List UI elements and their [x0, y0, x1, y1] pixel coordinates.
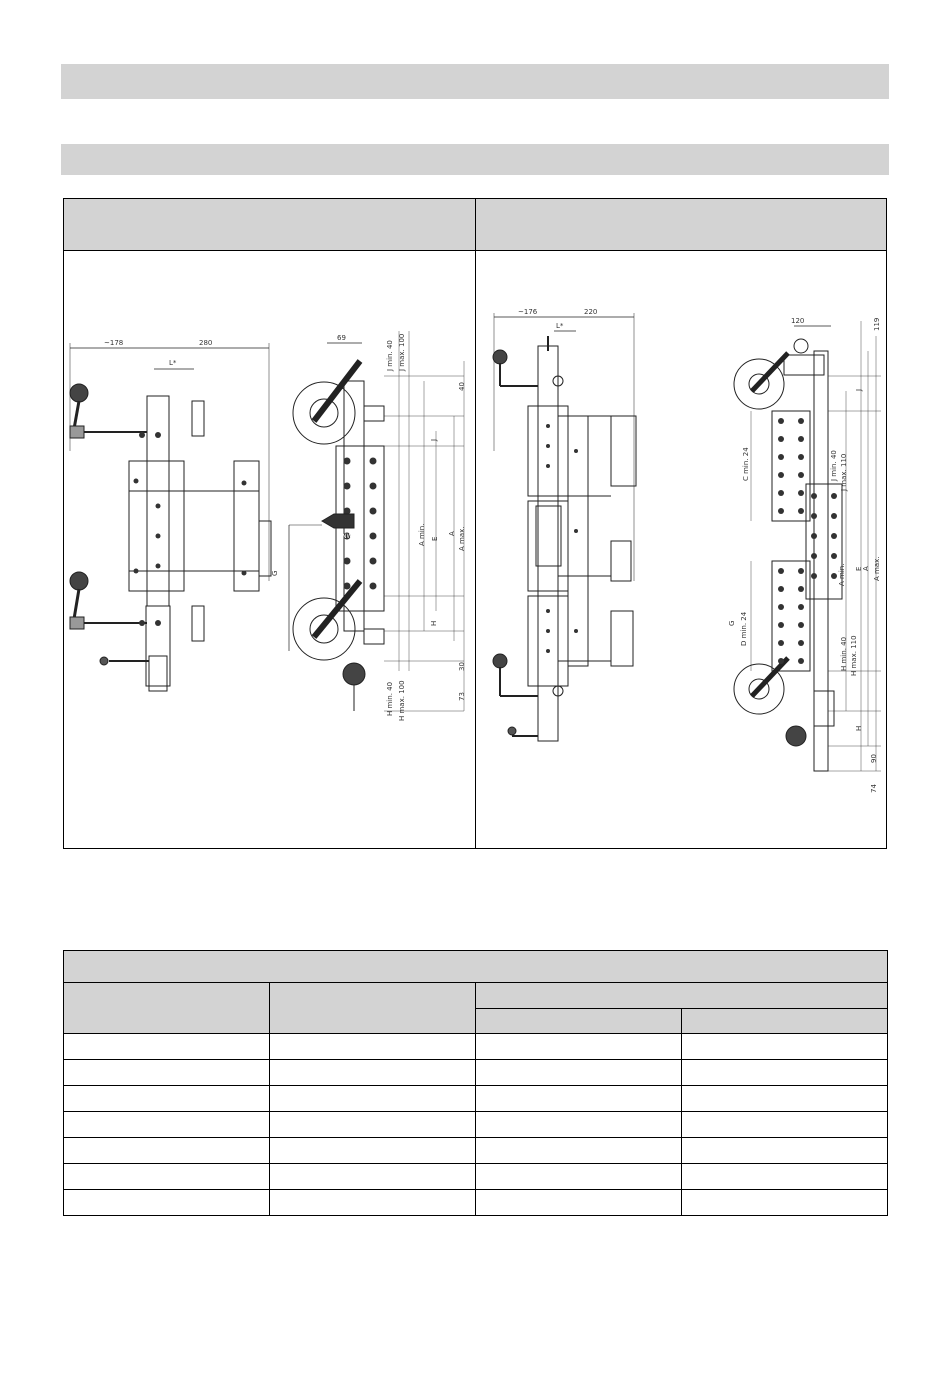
- table-cell: [270, 1034, 476, 1060]
- table-row: [64, 1086, 888, 1112]
- dim-label: 90: [870, 754, 878, 763]
- right-drawing-header: [475, 199, 886, 251]
- dim-label: ~176: [518, 308, 538, 316]
- dim-label: 30: [458, 662, 466, 671]
- table-cell: [476, 1164, 682, 1190]
- table-cell: [270, 1086, 476, 1112]
- table-cell: [682, 1034, 888, 1060]
- dim-label: H max. 110: [850, 635, 858, 676]
- dim-label: 220: [584, 308, 598, 316]
- dim-label: D min. 24: [740, 611, 748, 646]
- table-header-row: [64, 983, 888, 1009]
- table-cell: [64, 1164, 270, 1190]
- dim-label: H max. 100: [398, 680, 406, 721]
- table-cell: [682, 1190, 888, 1216]
- dim-label: A max.: [873, 556, 881, 581]
- header-cell: [64, 983, 270, 1034]
- table-cell: [64, 1060, 270, 1086]
- dim-label: L*: [169, 359, 177, 367]
- table-cell: [476, 1190, 682, 1216]
- table-cell: [682, 1060, 888, 1086]
- table-cell: [270, 1190, 476, 1216]
- table-cell: [476, 1086, 682, 1112]
- dim-label: 120: [791, 317, 805, 325]
- dim-label: G: [271, 570, 279, 576]
- table-row: [64, 1190, 888, 1216]
- table-cell: [64, 1034, 270, 1060]
- table-cell: [64, 1190, 270, 1216]
- dim-label: J max. 110: [840, 453, 848, 491]
- table-row: [64, 1060, 888, 1086]
- left-drawing-header: [64, 199, 475, 251]
- dim-label: A max.: [458, 526, 466, 551]
- dim-label: L*: [556, 322, 564, 330]
- header-cell: [476, 983, 888, 1009]
- dim-label: C min. 24: [742, 447, 750, 481]
- dim-label: E: [431, 536, 439, 541]
- dim-label: ~178: [104, 339, 124, 347]
- table-cell: [270, 1112, 476, 1138]
- dimensions-table: [63, 950, 888, 1216]
- table-title-row: [64, 951, 888, 983]
- dim-label: H: [430, 620, 438, 626]
- table-cell: [682, 1138, 888, 1164]
- dim-label: H: [855, 725, 863, 731]
- dim-label: 119: [873, 317, 881, 331]
- dim-label: A min.: [418, 523, 426, 546]
- header-cell: [476, 1009, 682, 1034]
- subsection-title-bar: [61, 144, 889, 175]
- dim-label: A: [448, 531, 456, 536]
- left-technical-drawing: [64, 251, 474, 847]
- header-cell: [270, 983, 476, 1034]
- table-cell: [64, 1086, 270, 1112]
- dim-label: J: [430, 438, 438, 441]
- dim-label: NWL: [342, 533, 356, 540]
- table-cell: [64, 1138, 270, 1164]
- dim-label: 69: [337, 334, 346, 342]
- dim-label: J max. 100: [398, 333, 406, 371]
- table-cell: [476, 1060, 682, 1086]
- table-cell: [64, 1112, 270, 1138]
- table-cell: [682, 1112, 888, 1138]
- dim-label: A min.: [838, 563, 846, 586]
- dim-label: E: [855, 566, 863, 571]
- dim-label: H min. 40: [840, 636, 848, 671]
- dim-label: 73: [458, 692, 466, 701]
- table-cell: [476, 1034, 682, 1060]
- table-row: [64, 1112, 888, 1138]
- dim-label: J min. 40: [386, 340, 394, 371]
- dim-label: A: [862, 566, 870, 571]
- table-cell: [682, 1164, 888, 1190]
- right-technical-drawing: [476, 251, 886, 847]
- table-cell: [270, 1138, 476, 1164]
- dim-label: 280: [199, 339, 213, 347]
- table-cell: [270, 1060, 476, 1086]
- table-cell: [270, 1164, 476, 1190]
- header-cell: [682, 1009, 888, 1034]
- dim-label: 40: [458, 382, 466, 391]
- table-cell: [476, 1138, 682, 1164]
- dimension-drawings-panel: [63, 198, 887, 849]
- table-row: [64, 1138, 888, 1164]
- dim-label: J min. 40: [830, 450, 838, 481]
- dim-label: 74: [870, 784, 878, 793]
- table-row: [64, 1034, 888, 1060]
- table-cell: [476, 1112, 682, 1138]
- table-title-cell: [64, 951, 888, 983]
- dim-label: G: [728, 620, 736, 626]
- table-cell: [682, 1086, 888, 1112]
- dim-label: J: [855, 388, 863, 391]
- table-row: [64, 1164, 888, 1190]
- section-title-bar: [61, 64, 889, 99]
- dim-label: H min. 40: [386, 681, 394, 716]
